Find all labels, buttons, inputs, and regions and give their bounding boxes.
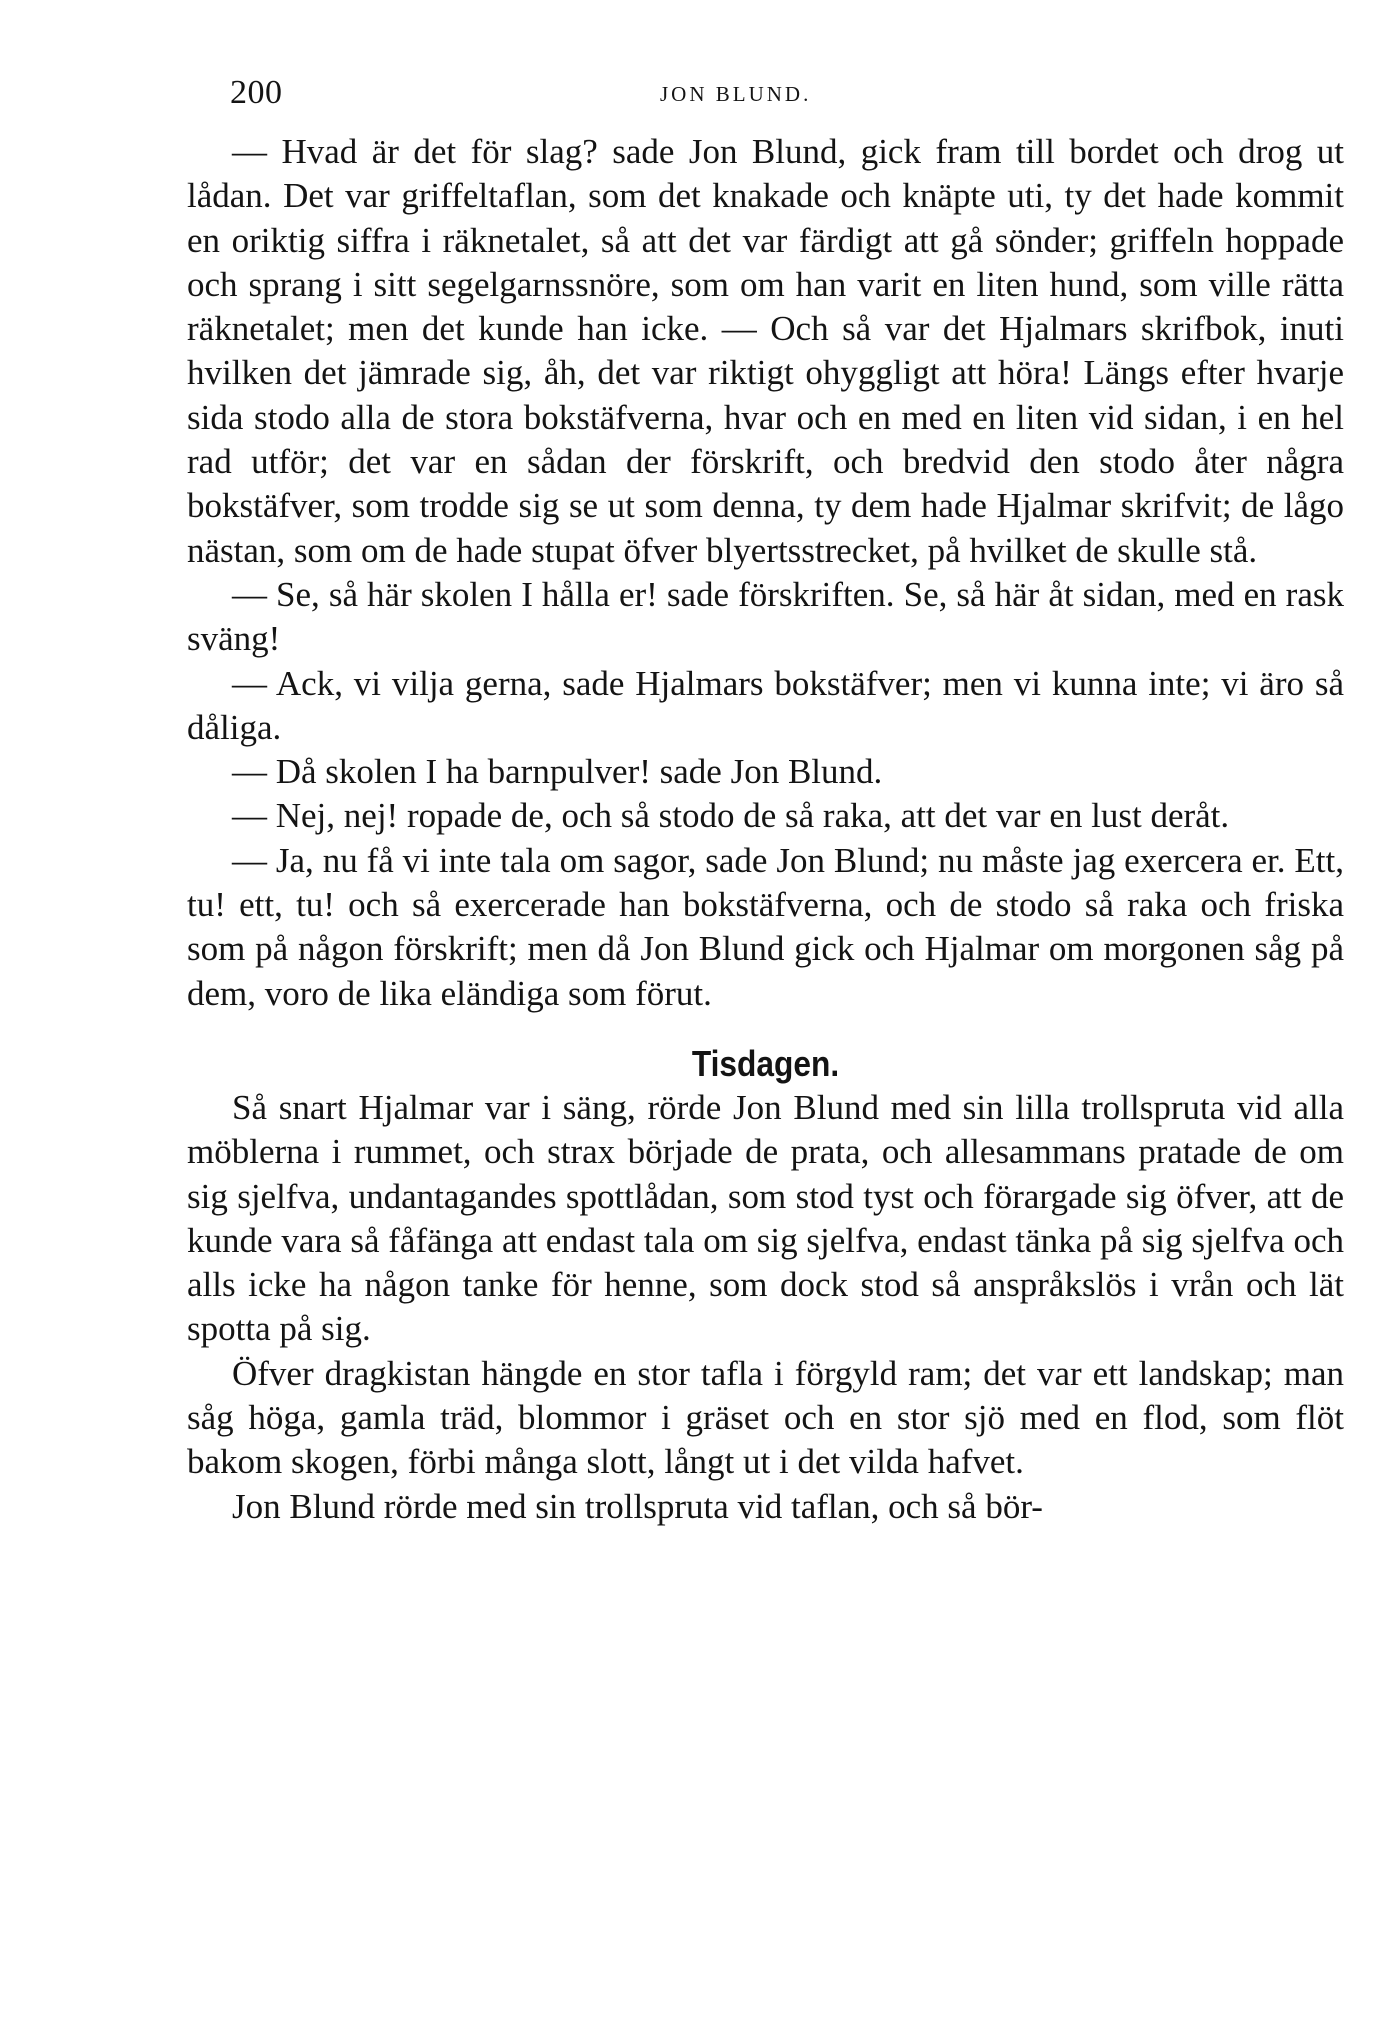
paragraph: Jon Blund rörde med sin trollspruta vid taflan, och så bör- [232, 1486, 1043, 1526]
paragraph: — Ack, vi vilja gerna, sade Hjalmars bokstäfver; men vi kunna inte; vi äro så dåliga. [187, 663, 1344, 747]
paragraph: Öfver dragkistan hängde en stor tafla i förgyld ram; det var ett landskap; man såg höga, gamla träd, blommor i gräset och en stor sjö med en flod, som flöt bakom skogen, förbi många slott, långt ut i det vilda hafvet. [187, 1353, 1344, 1482]
page-number: 200 [230, 74, 283, 111]
section-heading: Tisdagen. [691, 1042, 840, 1084]
paragraph: — Hvad är det för slag? sade Jon Blund, gick fram till bordet och drog ut lådan. Det var griffeltaflan, som det knakade och knäpte uti, ty det hade kommit en oriktig siffra i räknetalet, så att det var färdigt att gå sönder; griffeln hoppade och sprang i sitt segelgarnssnöre, som om han varit en liten hund, som ville rätta räknetalet; men det kunde han icke. — Och så var det Hjalmars skrifbok, inuti hvilken det jämrade sig, åh, det var riktigt ohyggligt att höra! Längs efter hvarje sida stodo alla de stora bokstäfverna, hvar och en med en liten vid sidan, i en hel rad utför; det var en sådan der förskrift, och bredvid den stodo åter några bokstäfver, som trodde sig se ut som denna, ty dem hade Hjalmar skrifvit; de lågo nästan, som om de hade stupat öfver blyertsstrecket, på hvilket de skulle stå. [187, 132, 1344, 570]
body-text [187, 130, 1344, 1529]
paragraph: — Då skolen I ha barnpulver! sade Jon Blund. [232, 752, 883, 792]
page-header [230, 64, 1350, 124]
paragraph: — Ja, nu få vi inte tala om sagor, sade Jon Blund; nu måste jag exercera er. Ett, tu! ett, tu! och så exercerade han bokstäfverna, och de stodo så raka och friska som på någon förskrift; men då Jon Blund gick och Hjalmar om morgonen såg på dem, voro de lika eländiga som förut. [187, 840, 1344, 1013]
paragraph: — Se, så här skolen I hålla er! sade förskriften. Se, så här åt sidan, med en rask sväng! [187, 574, 1344, 659]
running-title: JON BLUND. [660, 82, 812, 106]
paragraph: — Nej, nej! ropade de, och så stodo de så raka, att det var en lust deråt. [232, 796, 1230, 836]
paragraph: Så snart Hjalmar var i säng, rörde Jon Blund med sin lilla trollspruta vid alla möblerna i rummet, och strax började de prata, och allesammans pratade de om sig sjelfva, undantagandes spottlådan, som stod tyst och förargade sig öfver, att de kunde vara så fåfänga att endast tala om sig sjelfva, endast tänka på sig sjelfva och alls icke ha någon tanke för henne, som dock stod så anspråkslös i vrån och lät spotta på sig. [187, 1087, 1344, 1349]
